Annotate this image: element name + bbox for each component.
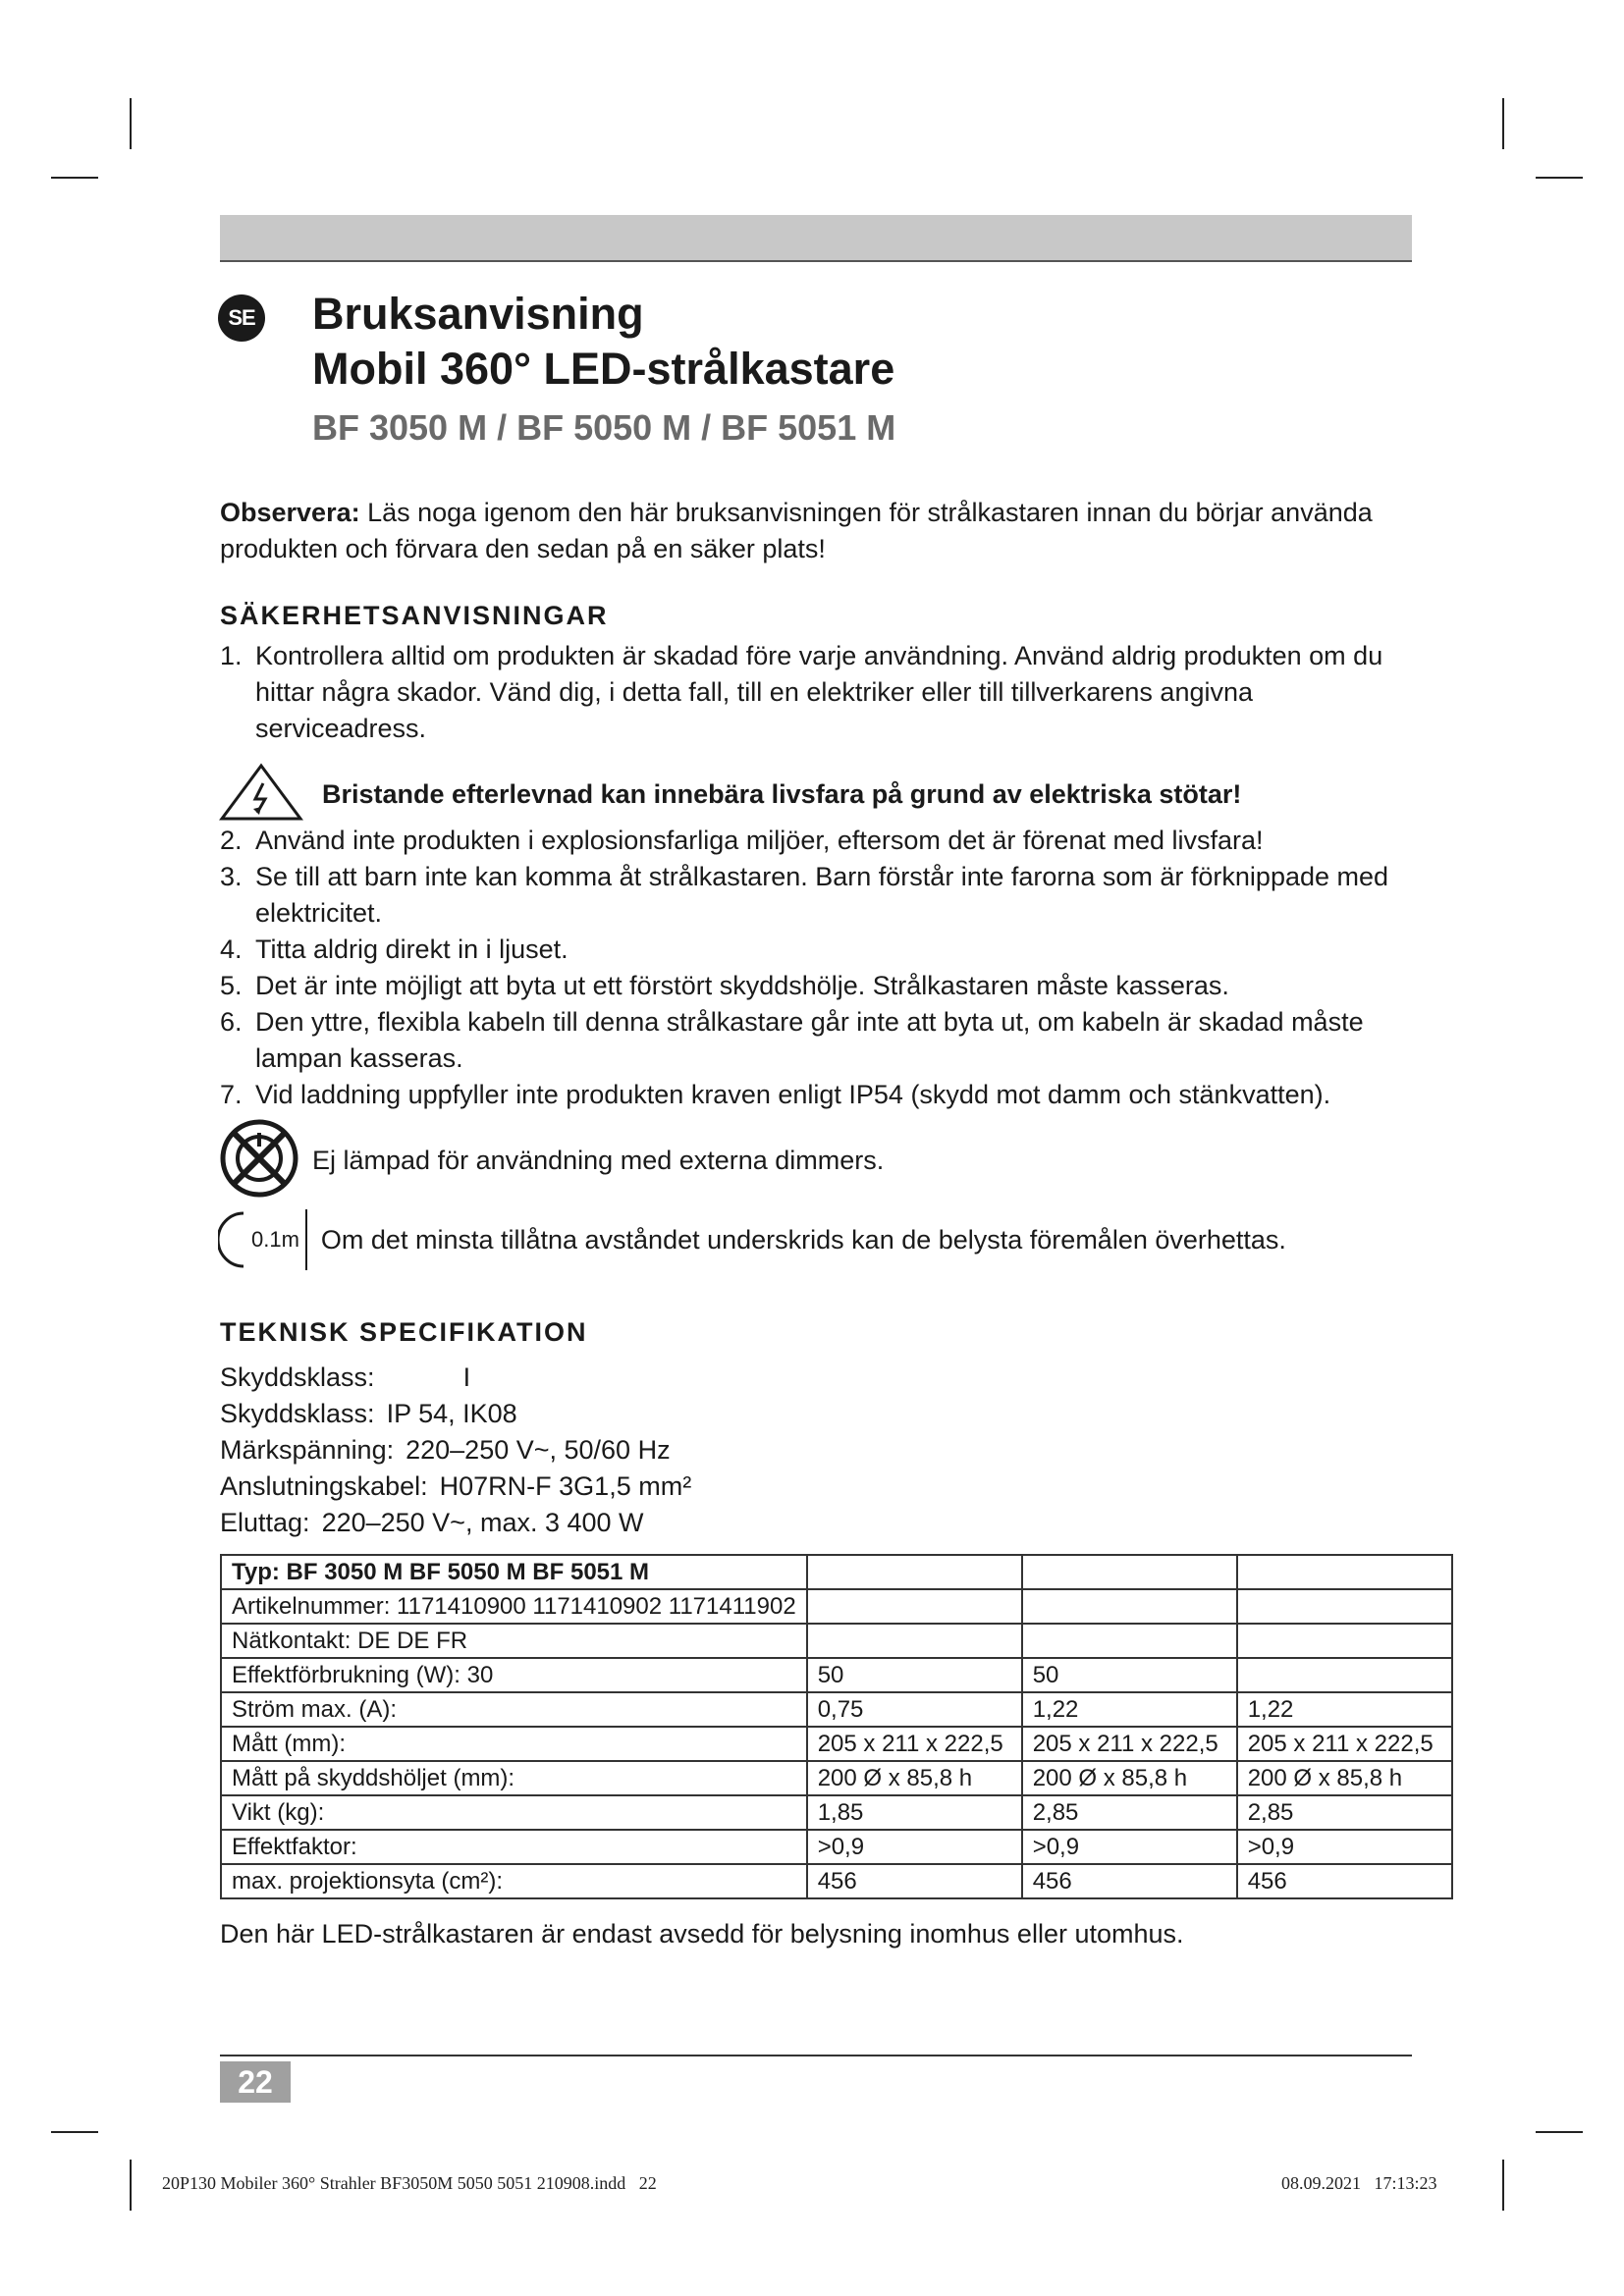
min-distance-text: Om det minsta tillåtna avståndet underskrids kan de belysta föremålen överhettas. — [320, 1224, 1286, 1255]
spec-row — [220, 1432, 691, 1468]
table-cell — [807, 1624, 1022, 1658]
table-row — [221, 1555, 1452, 1589]
list-item — [220, 1077, 1428, 1113]
item-number: 2. — [220, 826, 243, 855]
item-text: Den yttre, flexibla kabeln till denna strålkastare går inte att byta ut, om kabeln är skadad måste lampan kasseras. — [255, 1007, 1364, 1073]
table-row — [221, 1727, 1452, 1761]
spec-label: Märkspänning: — [220, 1435, 395, 1465]
spec-value: H07RN-F 3G1,5 mm² — [439, 1471, 692, 1501]
no-dimmer-text: Ej lämpad för användning med externa dimmers. — [312, 1146, 885, 1175]
table-cell: 1,22 — [1237, 1692, 1452, 1727]
table-cell — [1237, 1658, 1452, 1692]
table-cell: >0,9 — [807, 1830, 1022, 1864]
item-number: 4. — [220, 934, 243, 964]
list-item — [220, 932, 1428, 968]
tech-spec-list — [220, 1360, 691, 1541]
table-cell: Typ: BF 3050 M BF 5050 M BF 5051 M — [221, 1555, 807, 1589]
table-cell — [807, 1555, 1022, 1589]
table-cell: 456 — [1237, 1864, 1452, 1898]
country-badge: SE — [218, 294, 265, 342]
table-cell: 456 — [1022, 1864, 1237, 1898]
table-cell: 1,22 — [1022, 1692, 1237, 1727]
crop-mark — [130, 2160, 132, 2211]
min-distance-icon — [218, 1209, 307, 1270]
table-cell: 0,75 — [807, 1692, 1022, 1727]
spec-label: Skyddsklass: — [220, 1399, 375, 1428]
table-cell — [1237, 1624, 1452, 1658]
table-cell: Vikt (kg): — [221, 1795, 807, 1830]
table-cell: Artikelnummer: 1171410900 1171410902 1171411902 — [221, 1589, 807, 1624]
table-cell: 456 — [807, 1864, 1022, 1898]
safety-heading: SÄKERHETSANVISNINGAR — [220, 601, 609, 630]
spec-row — [220, 1468, 691, 1505]
list-item — [220, 859, 1428, 932]
table-row — [221, 1864, 1452, 1898]
crop-mark — [1536, 177, 1583, 179]
spec-row — [220, 1360, 691, 1396]
table-cell: 50 — [1022, 1658, 1237, 1692]
intro-text: Läs noga igenom den här bruksanvisningen för strålkastaren innan du börjar använda produkten och förvara den sedan på en säker plats! — [220, 498, 1373, 563]
item-number: 3. — [220, 862, 243, 891]
safety-list-first — [220, 638, 1428, 747]
table-cell: 200 Ø x 85,8 h — [1022, 1761, 1237, 1795]
spec-label: Anslutningskabel: — [220, 1471, 428, 1501]
table-cell: Mått på skyddshöljet (mm): — [221, 1761, 807, 1795]
table-cell: >0,9 — [1237, 1830, 1452, 1864]
spec-value: 220–250 V~, max. 3 400 W — [321, 1508, 644, 1537]
table-cell — [1022, 1555, 1237, 1589]
table-cell: 2,85 — [1237, 1795, 1452, 1830]
list-item — [220, 638, 1428, 747]
title-line-1: Bruksanvisning — [312, 289, 644, 339]
list-item — [220, 968, 1428, 1004]
footer-filename: 20P130 Mobiler 360° Strahler BF3050M 5050 5051 210908.indd 22 — [162, 2173, 657, 2193]
spec-value: IP 54, IK08 — [386, 1399, 517, 1428]
crop-mark — [51, 177, 98, 179]
electric-warning — [218, 762, 1241, 828]
min-distance-notice — [218, 1209, 1286, 1270]
item-text: Kontrollera alltid om produkten är skadad före varje användning. Använd aldrig produkten om du hittar några skador. Vänd dig, i detta fall, till en elektriker eller till tillverkarens angivna serviceadress. — [255, 641, 1383, 743]
distance-label: 0.1m — [251, 1227, 299, 1252]
no-dimmer-notice — [218, 1117, 884, 1204]
intro-label: Observera: — [220, 498, 360, 527]
table-cell: Mått (mm): — [221, 1727, 807, 1761]
table-row — [221, 1624, 1452, 1658]
no-dimmer-icon — [218, 1117, 300, 1204]
list-item — [220, 1004, 1428, 1077]
title-line-2: Mobil 360° LED-strålkastare — [312, 344, 895, 394]
header-bar — [220, 215, 1412, 262]
crop-mark — [51, 2131, 98, 2133]
page-number: 22 — [220, 2061, 291, 2103]
item-number: 1. — [220, 641, 243, 670]
safety-list — [220, 823, 1428, 1113]
crop-mark — [1536, 2131, 1583, 2133]
page-title — [312, 287, 894, 397]
table-cell: 205 x 211 x 222,5 — [1022, 1727, 1237, 1761]
tech-table — [220, 1554, 1453, 1899]
table-cell: Nätkontakt: DE DE FR — [221, 1624, 807, 1658]
closing-sentence: Den här LED-strålkastaren är endast avsedd för belysning inomhus eller utomhus. — [220, 1919, 1184, 1949]
table-cell: 205 x 211 x 222,5 — [807, 1727, 1022, 1761]
table-row — [221, 1658, 1452, 1692]
table-cell — [807, 1589, 1022, 1624]
table-row — [221, 1830, 1452, 1864]
spec-row — [220, 1505, 691, 1541]
table-cell: 200 Ø x 85,8 h — [807, 1761, 1022, 1795]
table-cell: max. projektionsyta (cm²): — [221, 1864, 807, 1898]
table-cell: >0,9 — [1022, 1830, 1237, 1864]
table-row — [221, 1692, 1452, 1727]
item-text: Se till att barn inte kan komma åt strålkastaren. Barn förstår inte farorna som är förknippade med elektricitet. — [255, 862, 1389, 928]
high-voltage-warning-icon — [218, 762, 304, 828]
table-cell: 205 x 211 x 222,5 — [1237, 1727, 1452, 1761]
crop-mark — [1502, 98, 1504, 149]
table-cell — [1237, 1555, 1452, 1589]
item-number: 6. — [220, 1007, 243, 1037]
table-cell: 200 Ø x 85,8 h — [1237, 1761, 1452, 1795]
table-cell: 50 — [807, 1658, 1022, 1692]
table-cell: 2,85 — [1022, 1795, 1237, 1830]
warning-text: Bristande efterlevnad kan innebära livsfara på grund av elektriska stötar! — [322, 779, 1242, 809]
spec-label: Eluttag: — [220, 1508, 310, 1537]
table-cell — [1022, 1589, 1237, 1624]
distance-divider — [305, 1209, 307, 1270]
footer-rule — [220, 2055, 1412, 2056]
item-text: Vid laddning uppfyller inte produkten kraven enligt IP54 (skydd mot damm och stänkvatten). — [255, 1080, 1331, 1109]
table-row — [221, 1795, 1452, 1830]
table-row — [221, 1589, 1452, 1624]
table-cell: Effektförbrukning (W): 30 — [221, 1658, 807, 1692]
tech-heading: TEKNISK SPECIFIKATION — [220, 1317, 588, 1347]
spec-value: 220–250 V~, 50/60 Hz — [406, 1435, 671, 1465]
table-row — [221, 1761, 1452, 1795]
table-cell — [1022, 1624, 1237, 1658]
item-number: 7. — [220, 1080, 243, 1109]
item-text: Titta aldrig direkt in i ljuset. — [255, 934, 568, 964]
crop-mark — [1502, 2160, 1504, 2211]
table-cell: Ström max. (A): — [221, 1692, 807, 1727]
item-number: 5. — [220, 971, 243, 1000]
spec-value: I — [462, 1362, 471, 1392]
item-text: Använd inte produkten i explosionsfarliga miljöer, eftersom det är förenat med livsfara! — [255, 826, 1264, 855]
spec-label: Skyddsklass: — [220, 1362, 375, 1392]
table-cell: 1,85 — [807, 1795, 1022, 1830]
model-subtitle: BF 3050 M / BF 5050 M / BF 5051 M — [312, 407, 896, 448]
table-cell: Effektfaktor: — [221, 1830, 807, 1864]
spec-row — [220, 1396, 691, 1432]
item-text: Det är inte möjligt att byta ut ett förstört skyddshölje. Strålkastaren måste kasseras. — [255, 971, 1229, 1000]
crop-mark — [130, 98, 132, 149]
intro-paragraph — [220, 495, 1412, 567]
table-cell — [1237, 1589, 1452, 1624]
list-item — [220, 823, 1428, 859]
footer-timestamp: 08.09.2021 17:13:23 — [1281, 2173, 1437, 2193]
